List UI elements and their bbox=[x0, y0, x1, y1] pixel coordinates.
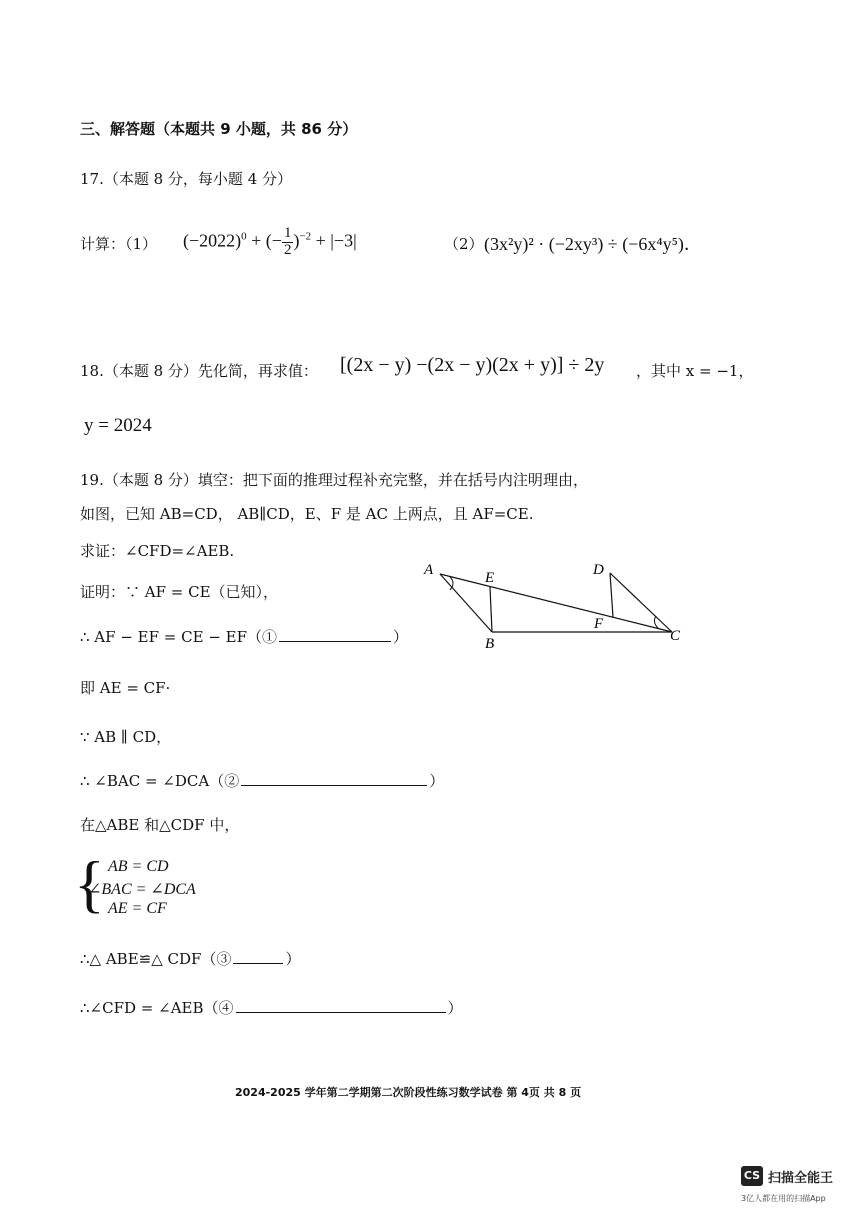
proof-step-6: 在△ABE 和△CDF 中， bbox=[80, 816, 240, 834]
scanner-tagline: 3亿人都在用的扫描App bbox=[741, 1194, 826, 1203]
proof-step-3: 即 AE = CF· bbox=[80, 679, 171, 697]
q17-expr1-b-exp: −2 bbox=[299, 230, 312, 243]
proof-step-5-text: ∴ ∠BAC = ∠DCA（② bbox=[80, 772, 240, 790]
q17-expr1-c: + |−3| bbox=[311, 230, 357, 251]
q18-prefix: 18.（本题 8 分）先化简，再求值： bbox=[80, 362, 318, 380]
q19-prove: 求证：∠CFD=∠AEB. bbox=[80, 542, 235, 560]
fraction-numerator: 1 bbox=[283, 225, 292, 241]
q17-expr1-a: (−2022) bbox=[183, 230, 242, 251]
proof-step-2 bbox=[80, 626, 408, 647]
close-paren-1: ） bbox=[393, 628, 409, 646]
system-line-3: AE = CF bbox=[108, 900, 167, 917]
scanner-logo-icon: CS bbox=[741, 1166, 763, 1186]
segment-ac bbox=[440, 574, 672, 632]
proof-step-7-text: ∴△ ABE≌△ CDF（③ bbox=[80, 950, 232, 968]
system-brace: { bbox=[74, 848, 105, 919]
q17-expr1 bbox=[183, 226, 357, 259]
q19-given: 如图，已知 AB=CD， AB∥CD，E、F 是 AC 上两点，且 AF=CE. bbox=[80, 505, 534, 523]
label-e: E bbox=[485, 570, 495, 586]
label-f: F bbox=[594, 616, 604, 632]
page-footer: 2024-2025 学年第二学期第二次阶段性练习数学试卷 第 4页 共 8 页 bbox=[235, 1086, 582, 1099]
q17-expr2: (3x²y)² · (−2xy³) ÷ (−6x⁴y⁵)． bbox=[484, 234, 702, 254]
segment-df bbox=[610, 573, 613, 617]
close-paren-3: ） bbox=[285, 950, 301, 968]
answer-blank-1[interactable] bbox=[279, 627, 391, 642]
proof-step-4: ∵ AB ∥ CD， bbox=[80, 728, 172, 746]
label-c: C bbox=[670, 628, 681, 644]
answer-blank-2[interactable] bbox=[241, 771, 427, 786]
q17-expr1-b-post: ) bbox=[293, 230, 300, 251]
proof-step-8-text: ∴∠CFD = ∠AEB（④ bbox=[80, 999, 234, 1017]
q19-header: 19.（本题 8 分）填空：把下面的推理过程补充完整，并在括号内注明理由， bbox=[80, 471, 588, 489]
segment-dc bbox=[610, 573, 672, 632]
answer-blank-3[interactable] bbox=[233, 949, 283, 964]
proof-step-1: 证明：∵ AF = CE（已知）， bbox=[80, 583, 279, 601]
q18-condition-y: y = 2024 bbox=[84, 415, 152, 436]
proof-step-2-text: ∴ AF − EF = CE − EF（① bbox=[80, 628, 278, 646]
label-b: B bbox=[485, 636, 495, 652]
label-d: D bbox=[593, 562, 604, 578]
q17-expr1-b-pre: + (− bbox=[246, 230, 282, 251]
close-paren-2: ） bbox=[429, 772, 445, 790]
proof-step-8 bbox=[80, 997, 463, 1018]
label-a: A bbox=[424, 562, 434, 578]
q18-expr: [(2x − y) −(2x − y)(2x + y)] ÷ 2y bbox=[340, 354, 605, 376]
scanner-brand: 扫描全能王 bbox=[768, 1171, 834, 1186]
segment-be bbox=[490, 587, 492, 632]
q17-fraction bbox=[282, 226, 294, 259]
proof-step-5 bbox=[80, 770, 444, 791]
geometry-figure bbox=[420, 556, 700, 656]
answer-blank-4[interactable] bbox=[236, 998, 446, 1013]
system-line-2: ∠BAC = ∠DCA bbox=[88, 881, 196, 898]
q17-expr1-a-exp: 0 bbox=[241, 230, 247, 243]
proof-step-7 bbox=[80, 948, 300, 969]
system-line-1: AB = CD bbox=[108, 858, 169, 875]
fraction-denominator: 2 bbox=[283, 241, 292, 258]
q17-part2-label: （2） bbox=[444, 235, 484, 253]
q18-condition: ，其中 x = −1， bbox=[636, 362, 754, 380]
close-paren-4: ） bbox=[447, 999, 463, 1017]
q17-header: 17.（本题 8 分，每小题 4 分） bbox=[80, 170, 293, 188]
q17-label: 计算：（1） bbox=[80, 235, 158, 253]
section-title: 三、解答题（本题共 9 小题，共 86 分） bbox=[80, 120, 358, 138]
